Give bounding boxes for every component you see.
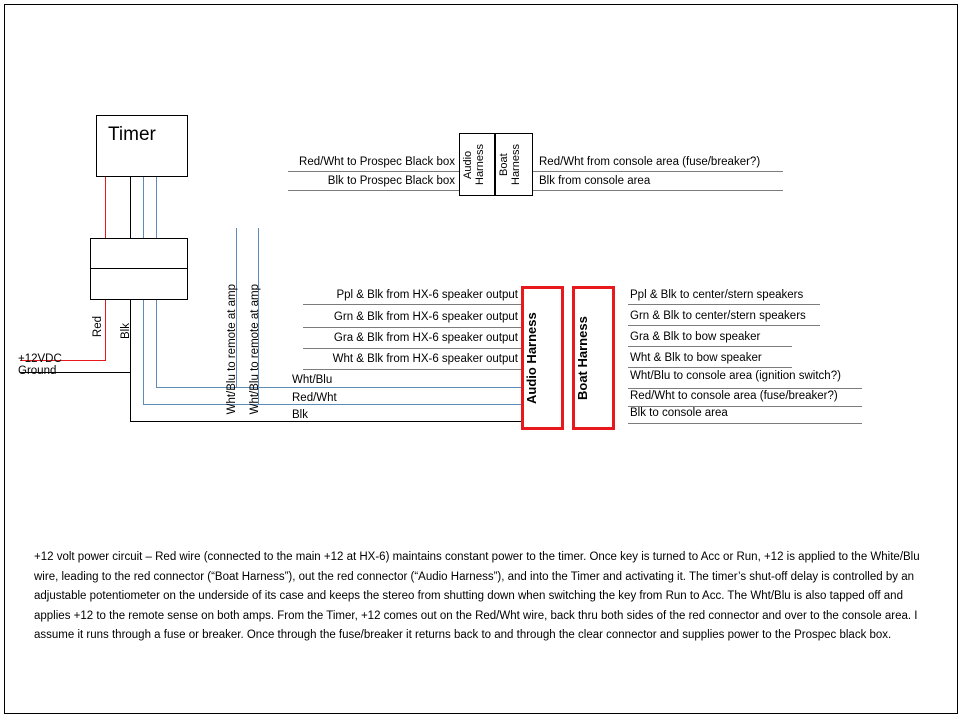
potentiometer-divider <box>91 268 187 269</box>
wire-top-redwht-right <box>533 171 783 172</box>
potentiometer-block <box>90 238 188 300</box>
wire-ppl-blk-left <box>303 304 522 305</box>
label-top-left-blk: Blk to Prospec Black box <box>327 175 455 187</box>
label-left-blk: Blk <box>292 409 308 421</box>
audio-harness-top-line2: Harness <box>474 144 486 186</box>
wire-gra-blk-left <box>303 348 522 349</box>
label-right-blk: Blk to console area <box>630 407 728 419</box>
label-right-whtblu: Wht/Blu to console area (ignition switch?) <box>630 370 841 382</box>
label-12vdc: +12VDC <box>18 353 62 365</box>
label-right-redwht: Red/Wht to console area (fuse/breaker?) <box>630 390 838 402</box>
wire-black-to-audio-harness <box>130 421 522 422</box>
label-blk-wire: Blk <box>120 323 132 339</box>
wire-wht-blk-left <box>303 369 522 370</box>
label-left-wht-blk: Wht & Blk from HX-6 speaker output <box>332 353 518 365</box>
boat-harness-top-line2: Harness <box>510 144 522 186</box>
label-whtblu-remote-amp-1: Wht/Blu to remote at amp <box>226 284 238 415</box>
wire-wht-blk-right <box>628 367 792 368</box>
explanatory-note: +12 volt power circuit – Red wire (connected to the main +12 at HX-6) maintains constant power to the timer. Once key is turned to Acc or Run, +12 is applied to the White/Blu wire, leading to the red connector (“Boat Harness”), out the red connector (“Audio Harness”), and into the Timer and activating it. The timer’s shut-off delay is controlled by an adjustable potentiometer on the underside of its case and keeps the stereo from shutting down when switching the key from Run to Acc. The Wht/Blu is also tapped off and applies +12 to the remote sense on both amps. From the Timer, +12 comes out on the Red/Wht wire, back thru both sides of the red connector and over to the console area. I assume it runs through a fuse or breaker. Once through the fuse/breaker it returns back to and through the clear connector and supplies power to the Prospec black box. <box>34 551 920 641</box>
wire-ppl-blk-right <box>628 304 820 305</box>
label-left-whtblu: Wht/Blu <box>292 374 333 386</box>
wire-blk-right <box>628 423 862 424</box>
label-top-right-blk: Blk from console area <box>539 175 651 187</box>
label-whtblu-remote-amp-2: Wht/Blu to remote at amp <box>249 284 261 415</box>
wire-top-redwht-left <box>288 171 459 172</box>
label-right-wht-blk: Wht & Blk to bow speaker <box>630 352 762 364</box>
label-left-gra-blk: Gra & Blk from HX-6 speaker output <box>333 332 518 344</box>
wire-grn-blk-left <box>303 327 522 328</box>
boat-harness-top-line1: Boat <box>498 153 510 177</box>
wire-grn-blk-right <box>628 325 820 326</box>
label-right-ppl-blk: Ppl & Blk to center/stern speakers <box>630 289 804 301</box>
wire-blue-whtblu-run <box>156 387 522 388</box>
wire-gra-blk-right <box>628 346 792 347</box>
label-top-right-redwht: Red/Wht from console area (fuse/breaker?) <box>539 156 761 168</box>
wire-top-blk-left <box>288 190 459 191</box>
audio-harness-top-line1: Audio <box>462 150 474 180</box>
connector-audio-harness-top-label <box>462 135 492 195</box>
label-left-redwht: Red/Wht <box>292 392 337 404</box>
label-right-grn-blk: Grn & Blk to center/stern speakers <box>630 310 806 322</box>
label-left-ppl-blk: Ppl & Blk from HX-6 speaker output <box>336 289 518 301</box>
label-top-left-redwht: Red/Wht to Prospec Black box <box>299 156 455 168</box>
connector-boat-harness-main-label: Boat Harness <box>575 316 590 400</box>
connector-boat-harness-top-label <box>498 135 530 195</box>
connector-audio-harness-main-label: Audio Harness <box>524 312 539 404</box>
label-left-grn-blk: Grn & Blk from HX-6 speaker output <box>333 311 518 323</box>
wire-top-blk-right <box>533 190 783 191</box>
label-right-gra-blk: Gra & Blk to bow speaker <box>630 331 761 343</box>
label-red-wire: Red <box>92 316 104 338</box>
label-ground: Ground <box>18 365 57 377</box>
timer-label: Timer <box>108 124 156 145</box>
